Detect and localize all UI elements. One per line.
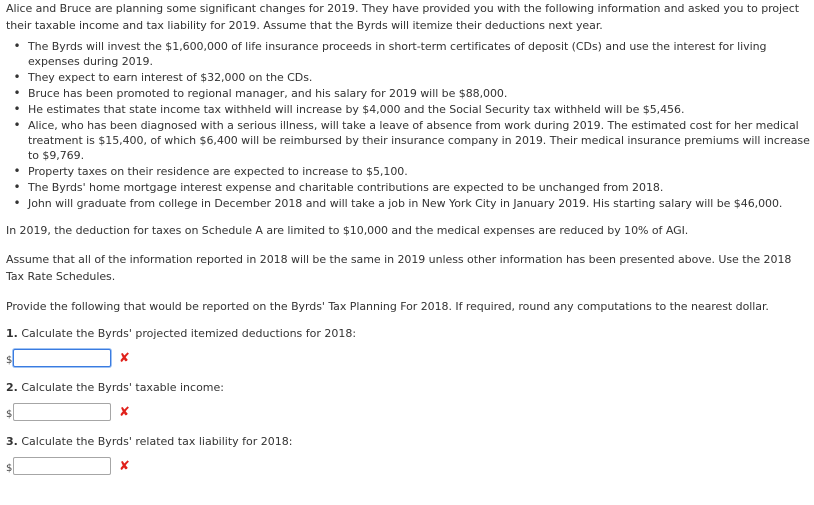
bullet-icon: • — [13, 118, 21, 132]
bullet-icon: • — [13, 180, 21, 194]
bullet-icon: • — [13, 102, 21, 116]
list-item: • They expect to earn interest of $32,000 on the CDs. — [6, 70, 812, 85]
question-number: 1. — [6, 327, 18, 340]
answer-row-3 — [6, 455, 812, 477]
list-item: • Alice, who has been diagnosed with a serious illness, will take a leave of absence from work during 2019. The estimated cost for her medical treatment is $15,400, of which $6,400 will be reimbursed by their insurance company in 2019. Their medical insurance premiums will increase to $9,769. — [6, 118, 812, 163]
list-item: • Property taxes on their residence are expected to increase to $5,100. — [6, 164, 812, 179]
bullet-icon: • — [13, 196, 21, 210]
question-text: Calculate the Byrds' related tax liability for 2018: — [21, 435, 293, 448]
incorrect-icon: ✘ — [119, 404, 130, 420]
problem-content — [6, 0, 812, 477]
tax-liability-input[interactable] — [13, 457, 111, 475]
question-1 — [6, 326, 812, 342]
question-3 — [6, 434, 812, 450]
list-item: • John will graduate from college in December 2018 and will take a job in New York City in January 2019. His starting salary will be $46,000. — [6, 196, 812, 211]
question-text: Calculate the Byrds' taxable income: — [21, 381, 224, 394]
assumption-paragraph: Assume that all of the information reported in 2018 will be the same in 2019 unless other information has been presented above. Use the 2018 Tax Rate Schedules. — [6, 253, 792, 283]
incorrect-icon: ✘ — [119, 458, 130, 474]
list-item: • Bruce has been promoted to regional manager, and his salary for 2019 will be $88,000. — [6, 86, 812, 101]
instructions-paragraph: Provide the following that would be reported on the Byrds' Tax Planning For 2018. If required, round any computations to the nearest dollar. — [6, 300, 769, 313]
incorrect-icon: ✘ — [119, 350, 130, 366]
question-2 — [6, 380, 812, 396]
question-number: 2. — [6, 381, 18, 394]
answer-row-1 — [6, 347, 812, 369]
bullet-icon: • — [13, 70, 21, 84]
question-text: Calculate the Byrds' projected itemized deductions for 2018: — [21, 327, 357, 340]
currency-symbol: $ — [6, 408, 13, 420]
list-item: • The Byrds will invest the $1,600,000 of life insurance proceeds in short-term certificates of deposit (CDs) and use the interest for living expenses during 2019. — [6, 39, 812, 69]
list-item: • He estimates that state income tax withheld will increase by $4,000 and the Social Security tax withheld will be $5,456. — [6, 102, 812, 117]
schedule-a-paragraph: In 2019, the deduction for taxes on Schedule A are limited to $10,000 and the medical expenses are reduced by 10% of AGI. — [6, 224, 689, 237]
answer-row-2 — [6, 401, 812, 423]
bullet-icon: • — [13, 164, 21, 178]
bullet-icon: • — [13, 86, 21, 100]
facts-list — [6, 39, 812, 211]
currency-symbol: $ — [6, 462, 13, 474]
intro-paragraph: Alice and Bruce are planning some significant changes for 2019. They have provided you with the following information and asked you to project their taxable income and tax liability for 2019. Assume that the Byrds will itemize their deductions next year. — [6, 2, 800, 32]
question-number: 3. — [6, 435, 18, 448]
currency-symbol: $ — [6, 354, 13, 366]
bullet-icon: • — [13, 39, 21, 53]
itemized-deductions-input[interactable] — [13, 349, 111, 367]
list-item: • The Byrds' home mortgage interest expense and charitable contributions are expected to be unchanged from 2018. — [6, 180, 812, 195]
taxable-income-input[interactable] — [13, 403, 111, 421]
